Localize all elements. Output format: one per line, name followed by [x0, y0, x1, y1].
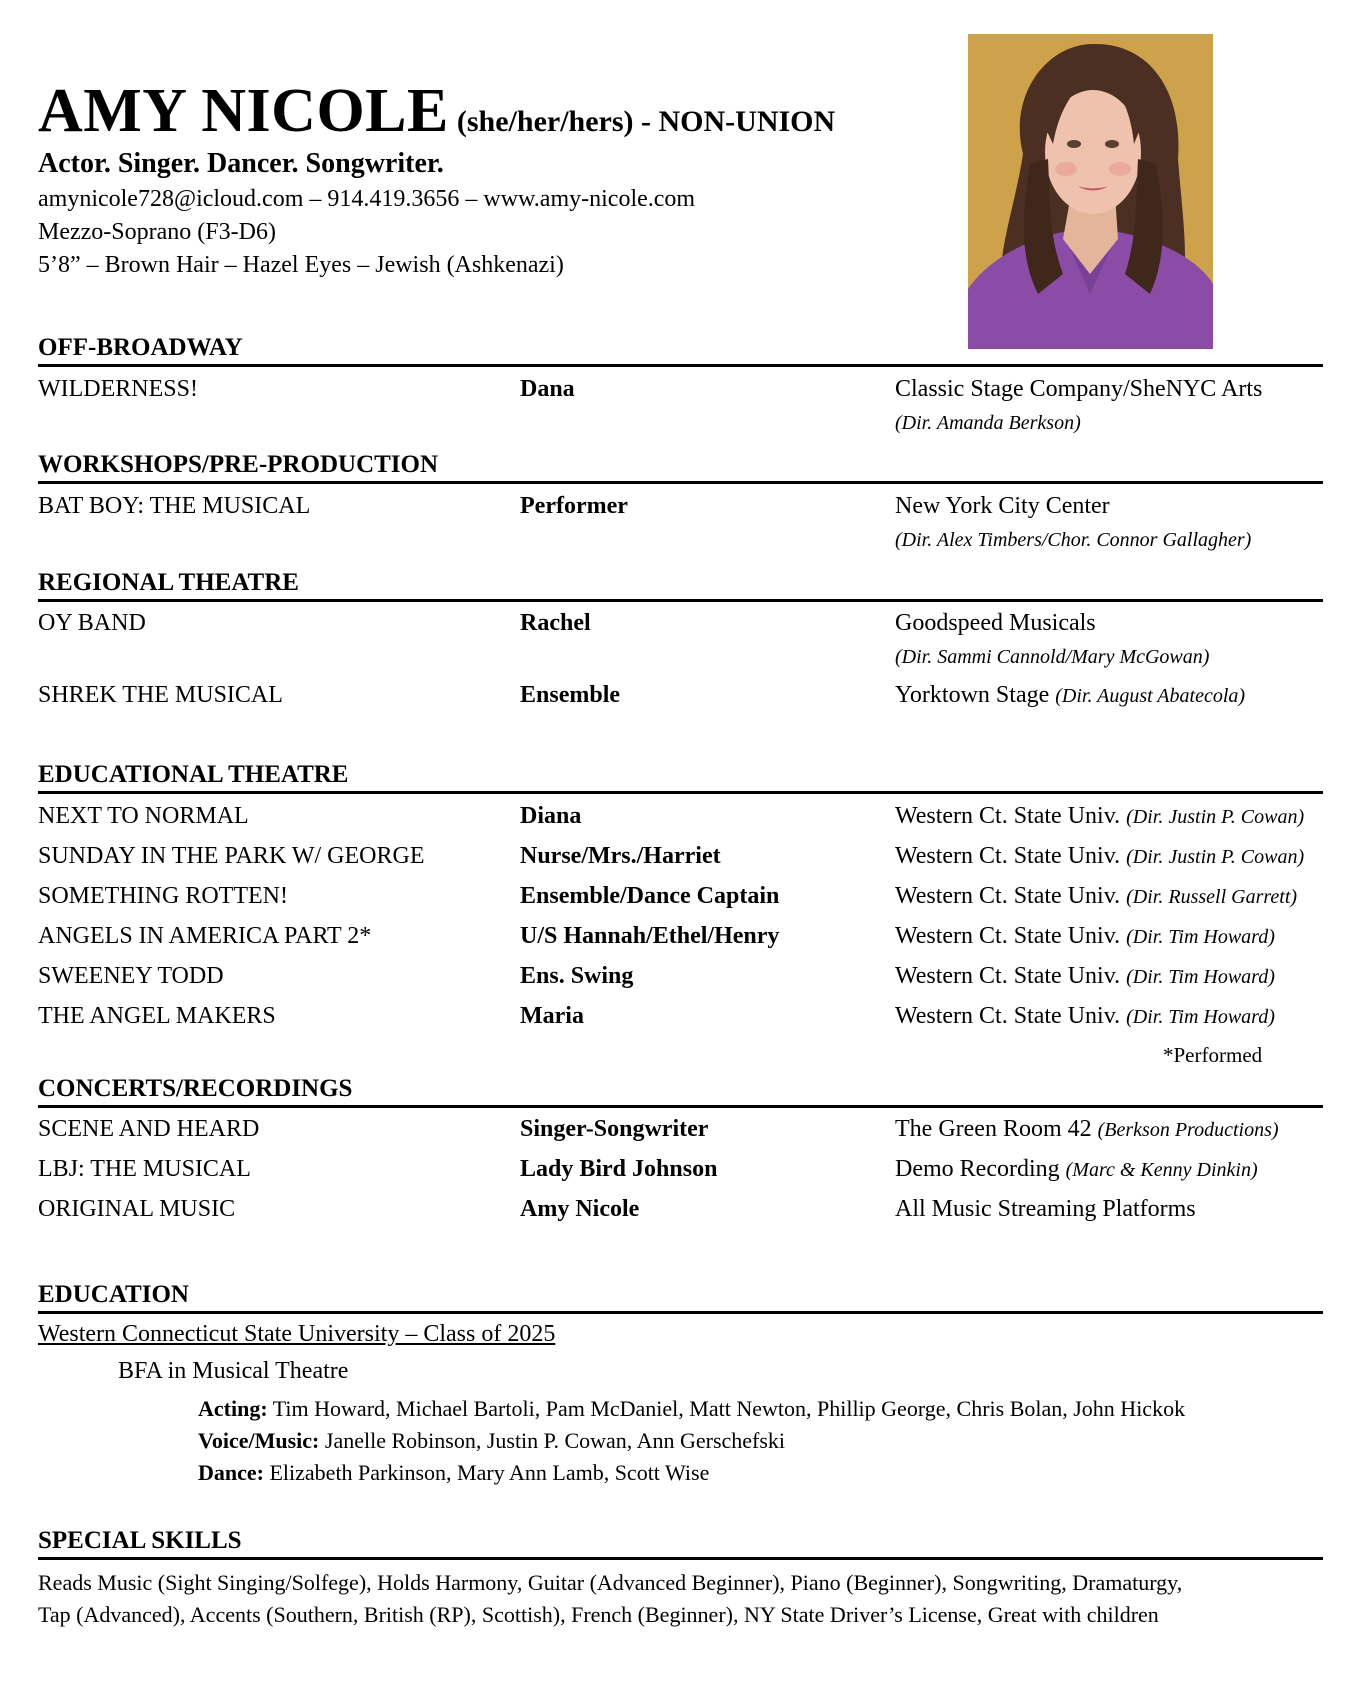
credit-row	[0, 963, 1362, 993]
tagline: Actor. Singer. Dancer. Songwriter.	[38, 148, 444, 179]
venue: Western Ct. State Univ.	[895, 843, 1121, 869]
venue: Yorktown Stage	[895, 682, 1050, 708]
section-header-regional	[38, 563, 1323, 602]
credit-row	[0, 1116, 1362, 1146]
show-title: SUNDAY IN THE PARK W/ GEORGE	[38, 843, 425, 869]
section-title: EDUCATION	[38, 1281, 189, 1308]
venue: Western Ct. State Univ.	[895, 963, 1121, 989]
venue: New York City Center	[895, 493, 1110, 519]
credit-row	[0, 376, 1362, 406]
credit-row	[0, 682, 1362, 712]
show-title: ORIGINAL MUSIC	[38, 1196, 236, 1222]
venue: Western Ct. State Univ.	[895, 883, 1121, 909]
venue: Western Ct. State Univ.	[895, 1003, 1121, 1029]
section-title: REGIONAL THEATRE	[38, 569, 299, 596]
credit-row	[0, 610, 1362, 640]
section-header-education	[38, 1275, 1323, 1314]
venue-with-director	[895, 843, 1304, 870]
acting-label: Acting:	[198, 1396, 268, 1421]
contact-info: amynicole728@icloud.com – 914.419.3656 – www.amy-nicole.com	[38, 186, 696, 212]
section-header-off-broadway	[38, 328, 1323, 367]
dance-label: Dance:	[198, 1460, 264, 1485]
role: Amy Nicole	[520, 1196, 640, 1222]
credit-row	[0, 883, 1362, 913]
credit-row	[0, 803, 1362, 833]
venue: Goodspeed Musicals	[895, 610, 1096, 636]
director-credit: (Dir. Tim Howard)	[1126, 926, 1275, 948]
director-credit: (Berkson Productions)	[1097, 1119, 1279, 1141]
venue-with-director	[895, 803, 1304, 830]
dance-list: Elizabeth Parkinson, Mary Ann Lamb, Scott Wise	[269, 1460, 710, 1485]
show-title: NEXT TO NORMAL	[38, 803, 249, 829]
section-title: WORKSHOPS/PRE-PRODUCTION	[38, 451, 439, 478]
director-credit: (Dir. Amanda Berkson)	[895, 412, 1081, 434]
headshot-photo	[968, 34, 1213, 349]
director-credit: (Dir. Sammi Cannold/Mary McGowan)	[895, 646, 1210, 668]
section-title: SPECIAL SKILLS	[38, 1527, 242, 1554]
venue-with-director	[895, 883, 1297, 910]
show-title: SHREK THE MUSICAL	[38, 682, 283, 708]
credit-row	[0, 1156, 1362, 1186]
show-title: ANGELS IN AMERICA PART 2*	[38, 923, 372, 949]
venue: Western Ct. State Univ.	[895, 803, 1121, 829]
section-header-skills	[38, 1521, 1323, 1560]
director-credit: (Dir. Tim Howard)	[1126, 966, 1275, 988]
credit-row	[0, 1003, 1362, 1033]
venue-with-director	[895, 1116, 1279, 1143]
director-credit: (Dir. Tim Howard)	[1126, 1006, 1275, 1028]
voice-type: Mezzo-Soprano (F3-D6)	[38, 219, 276, 245]
venue-with-director	[895, 1156, 1258, 1183]
voice-teachers	[198, 1428, 785, 1454]
physical-stats: 5’8” – Brown Hair – Hazel Eyes – Jewish (Ashkenazi)	[38, 252, 564, 278]
headshot-illustration	[968, 34, 1213, 349]
name-line	[38, 76, 835, 147]
special-skills	[38, 1567, 1328, 1631]
role: Performer	[520, 493, 628, 519]
credit-row	[0, 1196, 1362, 1226]
role: U/S Hannah/Ethel/Henry	[520, 923, 780, 949]
director-credit: (Marc & Kenny Dinkin)	[1065, 1159, 1258, 1181]
skills-line-2: Tap (Advanced), Accents (Southern, British (RP), Scottish), French (Beginner), NY State Driver’s License, Great with children	[38, 1602, 1159, 1627]
venue: Western Ct. State Univ.	[895, 923, 1121, 949]
role: Lady Bird Johnson	[520, 1156, 718, 1182]
pronouns-union: (she/her/hers) - NON-UNION	[456, 105, 836, 138]
credit-row	[0, 843, 1362, 873]
show-title: SCENE AND HEARD	[38, 1116, 260, 1142]
role: Ensemble	[520, 682, 621, 708]
venue-with-director	[895, 682, 1245, 709]
school-name: Western Connecticut State University – Class of 2025	[38, 1321, 556, 1347]
voice-list: Janelle Robinson, Justin P. Cowan, Ann Gerschefski	[324, 1428, 786, 1453]
credit-row	[0, 923, 1362, 953]
venue: Demo Recording	[895, 1156, 1060, 1182]
section-title: OFF-BROADWAY	[38, 334, 243, 361]
section-header-workshops	[38, 445, 1323, 484]
acting-list: Tim Howard, Michael Bartoli, Pam McDaniel, Matt Newton, Phillip George, Chris Bolan, John Hickok	[272, 1396, 1186, 1421]
show-title: SOMETHING ROTTEN!	[38, 883, 288, 909]
role: Ensemble/Dance Captain	[520, 883, 780, 909]
venue-with-director	[895, 923, 1275, 950]
role: Ens. Swing	[520, 963, 634, 989]
director-credit: (Dir. Alex Timbers/Chor. Connor Gallagher)	[895, 529, 1252, 551]
venue: The Green Room 42	[895, 1116, 1092, 1142]
show-title: LBJ: THE MUSICAL	[38, 1156, 251, 1182]
director-credit: (Dir. August Abatecola)	[1055, 685, 1246, 707]
credit-row	[0, 493, 1362, 523]
role: Diana	[520, 803, 582, 829]
director-credit: (Dir. Justin P. Cowan)	[1126, 846, 1305, 868]
role: Rachel	[520, 610, 591, 636]
section-header-educational	[38, 755, 1323, 794]
voice-label: Voice/Music:	[198, 1428, 320, 1453]
performed-note: *Performed	[1163, 1043, 1263, 1067]
section-header-concerts	[38, 1069, 1323, 1108]
role: Maria	[520, 1003, 584, 1029]
venue-with-director	[895, 1003, 1275, 1030]
section-title: CONCERTS/RECORDINGS	[38, 1075, 353, 1102]
venue-with-director	[895, 963, 1275, 990]
actor-name: AMY NICOLE	[38, 77, 449, 145]
role: Dana	[520, 376, 575, 402]
director-credit: (Dir. Justin P. Cowan)	[1126, 806, 1305, 828]
show-title: OY BAND	[38, 610, 146, 636]
show-title: SWEENEY TODD	[38, 963, 224, 989]
dance-teachers	[198, 1460, 709, 1486]
section-title: EDUCATIONAL THEATRE	[38, 761, 349, 788]
show-title: BAT BOY: THE MUSICAL	[38, 493, 311, 519]
venue: Classic Stage Company/SheNYC Arts	[895, 376, 1263, 402]
degree: BFA in Musical Theatre	[118, 1358, 349, 1384]
show-title: THE ANGEL MAKERS	[38, 1003, 276, 1029]
skills-line-1: Reads Music (Sight Singing/Solfege), Holds Harmony, Guitar (Advanced Beginner), Piano (Beginner), Songwriting, Dramaturgy,	[38, 1570, 1183, 1595]
venue: All Music Streaming Platforms	[895, 1196, 1196, 1222]
director-credit: (Dir. Russell Garrett)	[1126, 886, 1298, 908]
role: Nurse/Mrs./Harriet	[520, 843, 721, 869]
show-title: WILDERNESS!	[38, 376, 198, 402]
acting-teachers	[198, 1396, 1185, 1422]
role: Singer-Songwriter	[520, 1116, 709, 1142]
